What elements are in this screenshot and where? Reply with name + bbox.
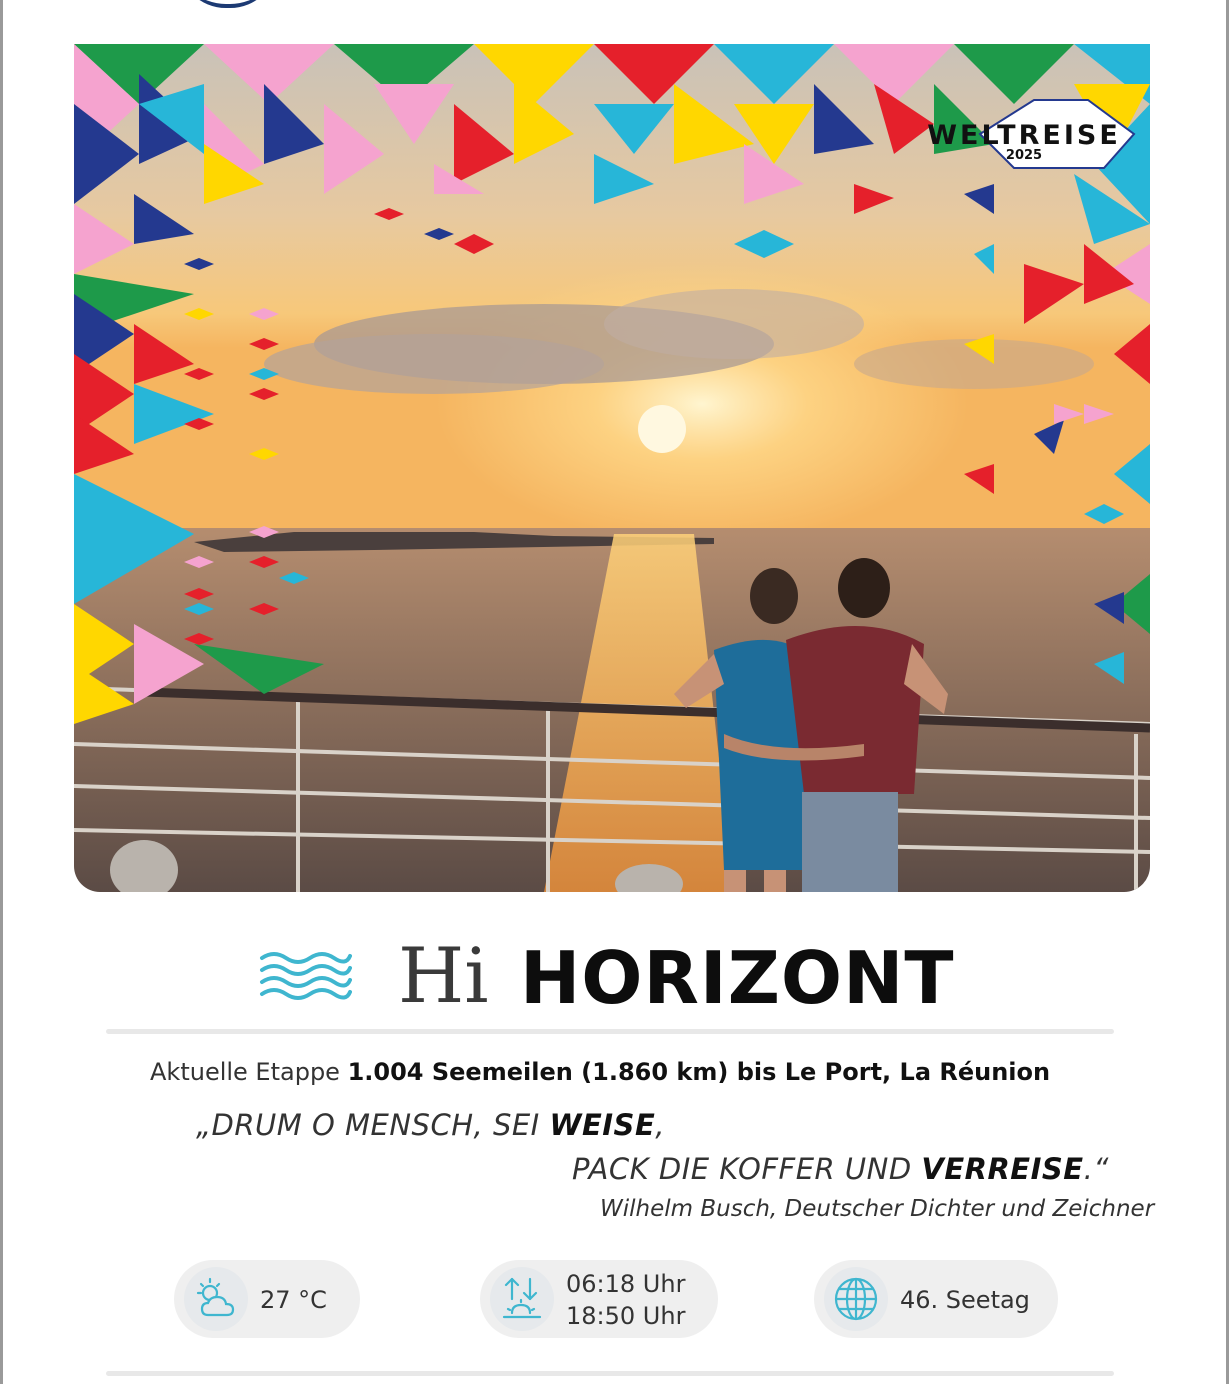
temperature: 27 °C: [260, 1286, 327, 1314]
sun-cloud-icon: [184, 1267, 248, 1331]
sea-day-pill: [814, 1260, 1058, 1338]
stage-detail: 1.004 Seemeilen (1.860 km) bis Le Port, La Réunion: [347, 1058, 1051, 1086]
hero-image: [74, 44, 1150, 892]
quote-line-1-end: ,: [655, 1108, 665, 1142]
weltreise-badge: [914, 98, 1134, 178]
logo: [178, 0, 278, 8]
brand-header: [258, 931, 978, 1020]
brand-name: HORIZONT: [520, 936, 955, 1020]
quote-line-1-bold: WEISE: [549, 1108, 656, 1142]
page-border-left: [0, 0, 3, 1384]
divider: [106, 1029, 1114, 1034]
current-stage: [150, 1058, 1050, 1086]
quote-line-2-end: .“: [1083, 1152, 1109, 1186]
quote-line-2-start: PACK DIE KOFFER UND: [572, 1152, 922, 1186]
sunset-time: 18:50 Uhr: [566, 1302, 686, 1330]
waves-icon: [258, 950, 352, 1002]
sun-times-pill: [480, 1260, 718, 1338]
quote-line-1: [196, 1108, 665, 1142]
weather-pill: [174, 1260, 360, 1338]
sunrise-time: 06:18 Uhr: [566, 1270, 686, 1298]
quote-author: Wilhelm Busch, Deutscher Dichter und Zeichner: [600, 1196, 1155, 1222]
quote-line-2: [572, 1152, 1109, 1186]
brand-hi: Hi: [398, 931, 489, 1020]
stage-prefix: Aktuelle Etappe: [150, 1058, 340, 1086]
quote-line-1-start: „DRUM O MENSCH, SEI: [196, 1108, 550, 1142]
sunrise-sunset-icon: [490, 1267, 554, 1331]
badge-title: WELTREISE: [927, 120, 1121, 151]
badge-year: 2025: [1005, 148, 1043, 163]
quote-line-2-bold: VERREISE: [921, 1152, 1084, 1186]
globe-icon: [824, 1267, 888, 1331]
sea-day: 46. Seetag: [900, 1286, 1030, 1314]
divider-bottom: [106, 1371, 1114, 1376]
